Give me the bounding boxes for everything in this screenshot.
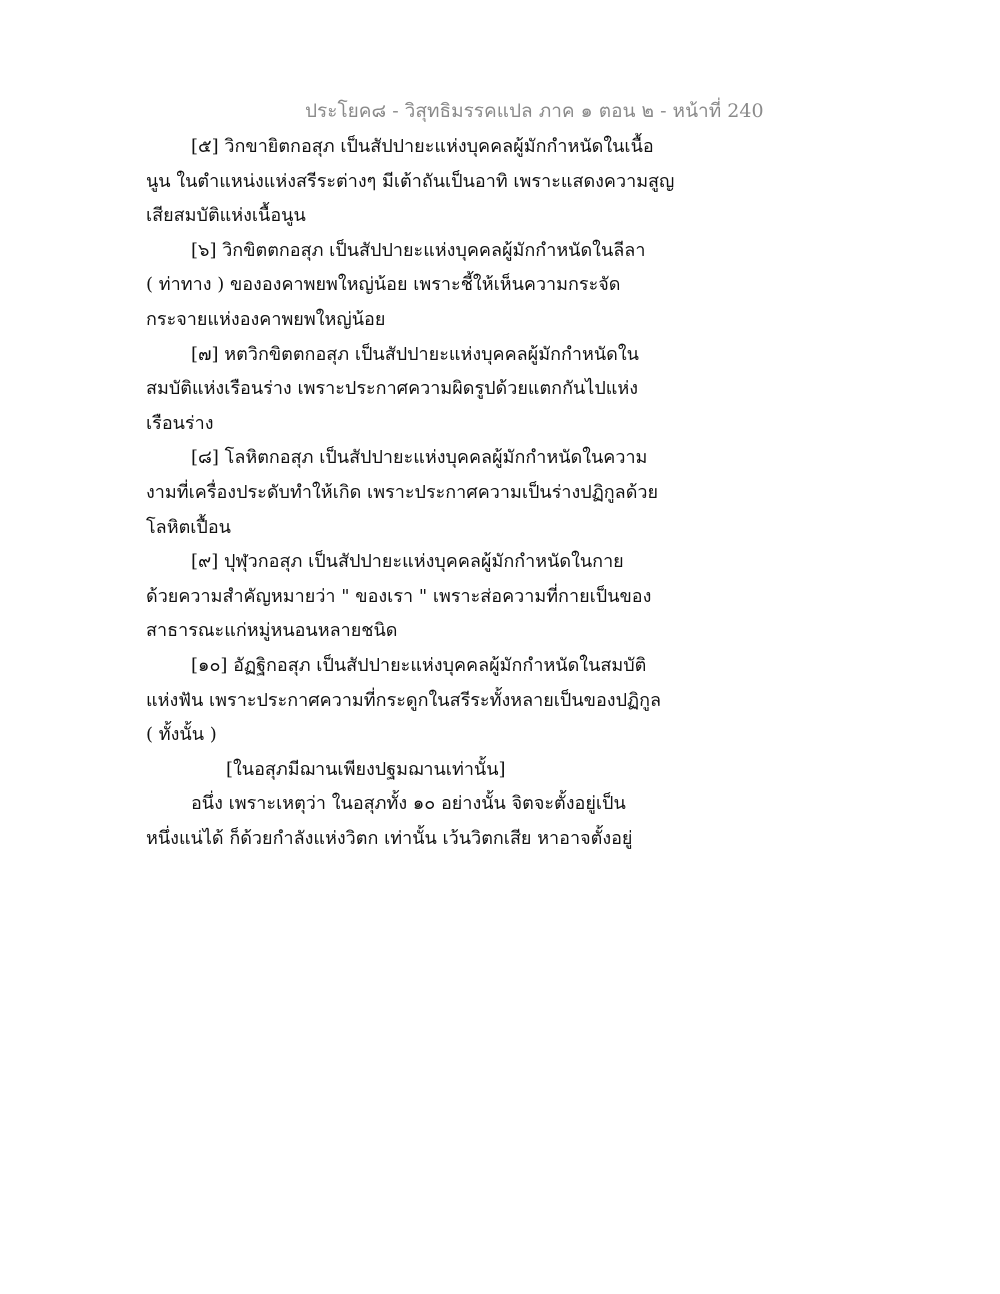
text-line: ( ทั้งนั้น ) <box>146 724 217 746</box>
text-line: แห่งฟัน เพราะประกาศความที่กระดูกในสรีระทั้งหลายเป็นของปฏิกูล <box>146 689 662 711</box>
text-line: [๙] ปุฬุวกอสุภ เป็นสัปปายะแห่งบุคคลผู้มักกำหนัดในกาย <box>191 551 624 573</box>
text-line: [๘] โลหิตกอสุภ เป็นสัปปายะแห่งบุคคลผู้มักกำหนัดในความ <box>191 447 648 469</box>
text-line: เสียสมบัติแห่งเนื้อนูน <box>146 205 306 227</box>
text-line: นูน ในตำแหน่งแห่งสรีระต่างๆ มีเต้าถันเป็นอาทิ เพราะแสดงความสูญ <box>146 170 675 192</box>
text-line: ด้วยความสำคัญหมายว่า " ของเรา " เพราะส่อความที่กายเป็นของ <box>146 585 652 607</box>
body-text <box>146 130 675 856</box>
text-line: กระจายแห่งองคาพยพใหญ่น้อย <box>146 308 386 330</box>
text-line: เรือนร่าง <box>146 412 214 434</box>
text-line: [๗] หตวิกขิตตกอสุภ เป็นสัปปายะแห่งบุคคลผู้มักกำหนัดใน <box>191 343 639 365</box>
text-line: งามที่เครื่องประดับทำให้เกิด เพราะประกาศความเป็นร่างปฏิกูลด้วย <box>146 481 659 503</box>
text-line: [๖] วิกขิตตกอสุภ เป็นสัปปายะแห่งบุคคลผู้มักกำหนัดในลีลา <box>191 239 646 261</box>
text-line: สาธารณะแก่หมู่หนอนหลายชนิด <box>146 620 398 642</box>
text-line: โลหิตเปื้อน <box>146 516 231 538</box>
page-header: ประโยค๘ - วิสุทธิมรรคแปล ภาค ๑ ตอน ๒ - หน้าที่ 240 <box>305 100 764 122</box>
section-heading: [ในอสุภมีฌานเพียงปฐมฌานเท่านั้น] <box>226 758 506 780</box>
text-line: หนึ่งแน่ได้ ก็ด้วยกำลังแห่งวิตก เท่านั้น เว้นวิตกเสีย หาอาจตั้งอยู่ <box>146 827 633 849</box>
text-line: ( ท่าทาง ) ขององคาพยพใหญ่น้อย เพราะชี้ให้เห็นความกระจัด <box>146 274 621 296</box>
text-line: อนึ่ง เพราะเหตุว่า ในอสุภทั้ง ๑๐ อย่างนั้น จิตจะตั้งอยู่เป็น <box>191 793 626 815</box>
text-line: [๕] วิกขายิตกอสุภ เป็นสัปปายะแห่งบุคคลผู้มักกำหนัดในเนื้อ <box>191 136 654 157</box>
text-line: [๑๐] อัฏฐิกอสุภ เป็นสัปปายะแห่งบุคคลผู้มักกำหนัดในสมบัติ <box>191 654 647 676</box>
text-line: สมบัติแห่งเรือนร่าง เพราะประกาศความผิดรูปด้วยแตกกันไปแห่ง <box>146 378 639 400</box>
